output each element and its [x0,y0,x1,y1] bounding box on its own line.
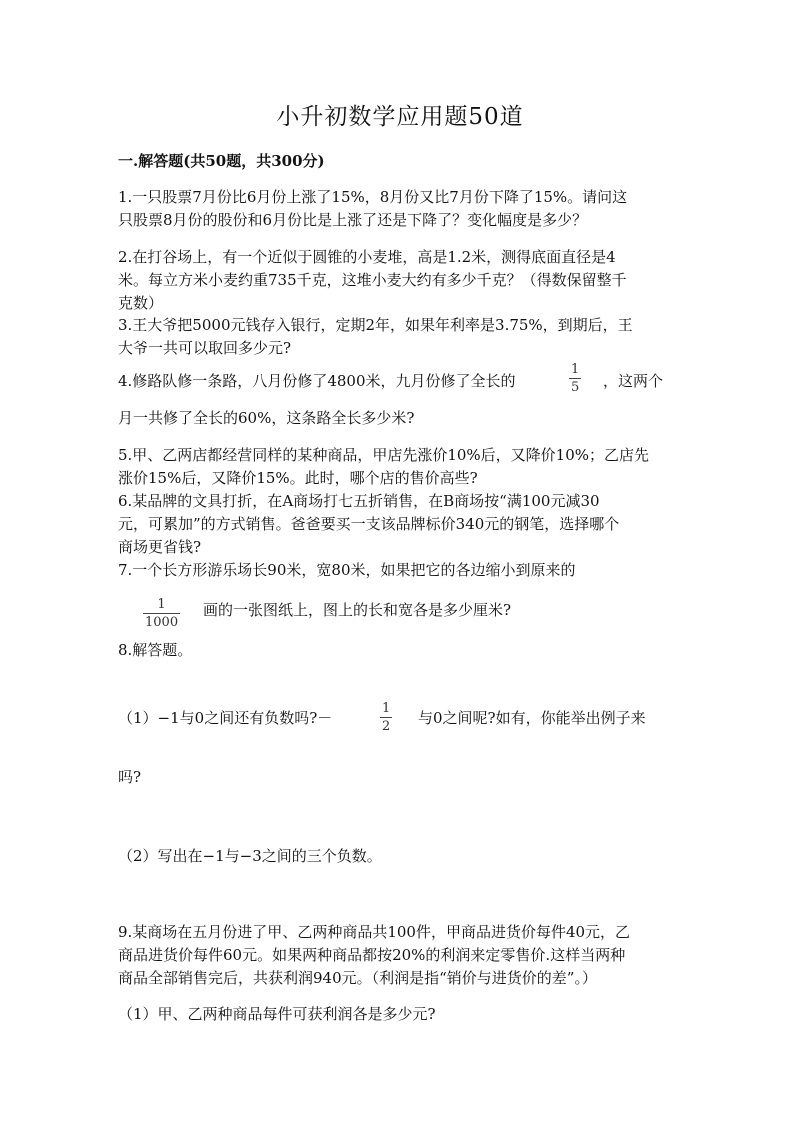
question-9-part-1: （1）甲、乙两种商品每件可获利润各是多少元? [118,1005,436,1023]
fraction-numerator: 1 [157,597,166,612]
fraction-denominator: 2 [382,719,391,734]
question-6-line-3: 商场更省钱? [118,538,202,556]
question-9-line-2: 商品进货价每件60元。如果两种商品都按20%的利润来定零售价.这样当两种 [118,946,626,964]
question-6-line-1: 6.某品牌的文具打折，在A商场打七五折销售，在B商场按“满100元减30 [118,492,600,510]
question-7-fraction [143,597,180,630]
question-9-line-3: 商品全部销售完后，共获利润940元。（利润是指“销价与进货价的差”。） [118,969,597,987]
fraction-bar [143,613,180,614]
question-7-line-1: 7.一个长方形游乐场长90米，宽80米，如果把它的各边缩小到原来的 [118,561,576,579]
question-5-line-1: 5.甲、乙两店都经营同样的某种商品，甲店先涨价10%后，又降价10%；乙店先 [118,446,649,464]
question-4-fraction [569,362,581,395]
fraction-bar [569,378,581,379]
question-2-line-3: 克数） [118,294,164,312]
fraction-numerator: 1 [382,701,391,716]
question-8-fraction [380,701,392,734]
question-4-line-1b: ，这两个 [603,372,664,390]
document-title: 小升初数学应用题50道 [276,104,524,130]
question-1-line-2: 只股票8月份的股份和6月份比是上涨了还是下降了？变化幅度是多少？ [118,211,588,229]
question-2-line-2: 米。每立方米小麦约重735千克，这堆小麦大约有多少千克？（得数保留整千 [118,271,627,289]
fraction-bar [380,717,392,718]
question-4-line-2: 月一共修了全长的60%，这条路全长多少米? [118,409,415,427]
question-7-line-2: 画的一张图纸上，图上的长和宽各是多少厘米? [203,601,512,619]
question-9-line-1: 9.某商场在五月份进了甲、乙两种商品共100件，甲商品进货价每件40元，乙 [118,923,631,941]
question-8-part-1b: 与0之间呢?如有，你能举出例子来 [418,709,646,727]
question-5-line-2: 涨价15%后，又降价15%。此时，哪个店的售价高些? [118,469,478,487]
question-6-line-2: 元，可累加”的方式销售。爸爸要买一支该品牌标价340元的钢笔，选择哪个 [118,515,620,533]
fraction-denominator: 5 [571,380,580,395]
question-8-part-2: （2）写出在−1与−3之间的三个负数。 [118,847,382,865]
question-1-line-1: 1.一只股票7月份比6月份上涨了15%，8月份又比7月份下降了15%。请问这 [118,188,628,206]
question-3-line-2: 大爷一共可以取回多少元? [118,339,292,357]
question-3-line-1: 3.王大爷把5000元钱存入银行，定期2年，如果年利率是3.75%，到期后，王 [118,316,633,334]
question-2-line-1: 2.在打谷场上，有一个近似于圆锥的小麦堆，高是1.2米，测得底面直径是4 [118,248,616,266]
section-heading: 一.解答题(共50题，共300分) [118,152,325,170]
fraction-numerator: 1 [571,362,580,377]
question-8-part-1a: （1）−1与0之间还有负数吗?－ [118,709,333,727]
question-8-heading: 8.解答题。 [118,641,193,659]
fraction-denominator: 1000 [145,615,179,630]
question-8-part-1c: 吗? [118,768,142,786]
question-4-line-1a: 4.修路队修一条路，八月份修了4800米，九月份修了全长的 [118,372,516,390]
